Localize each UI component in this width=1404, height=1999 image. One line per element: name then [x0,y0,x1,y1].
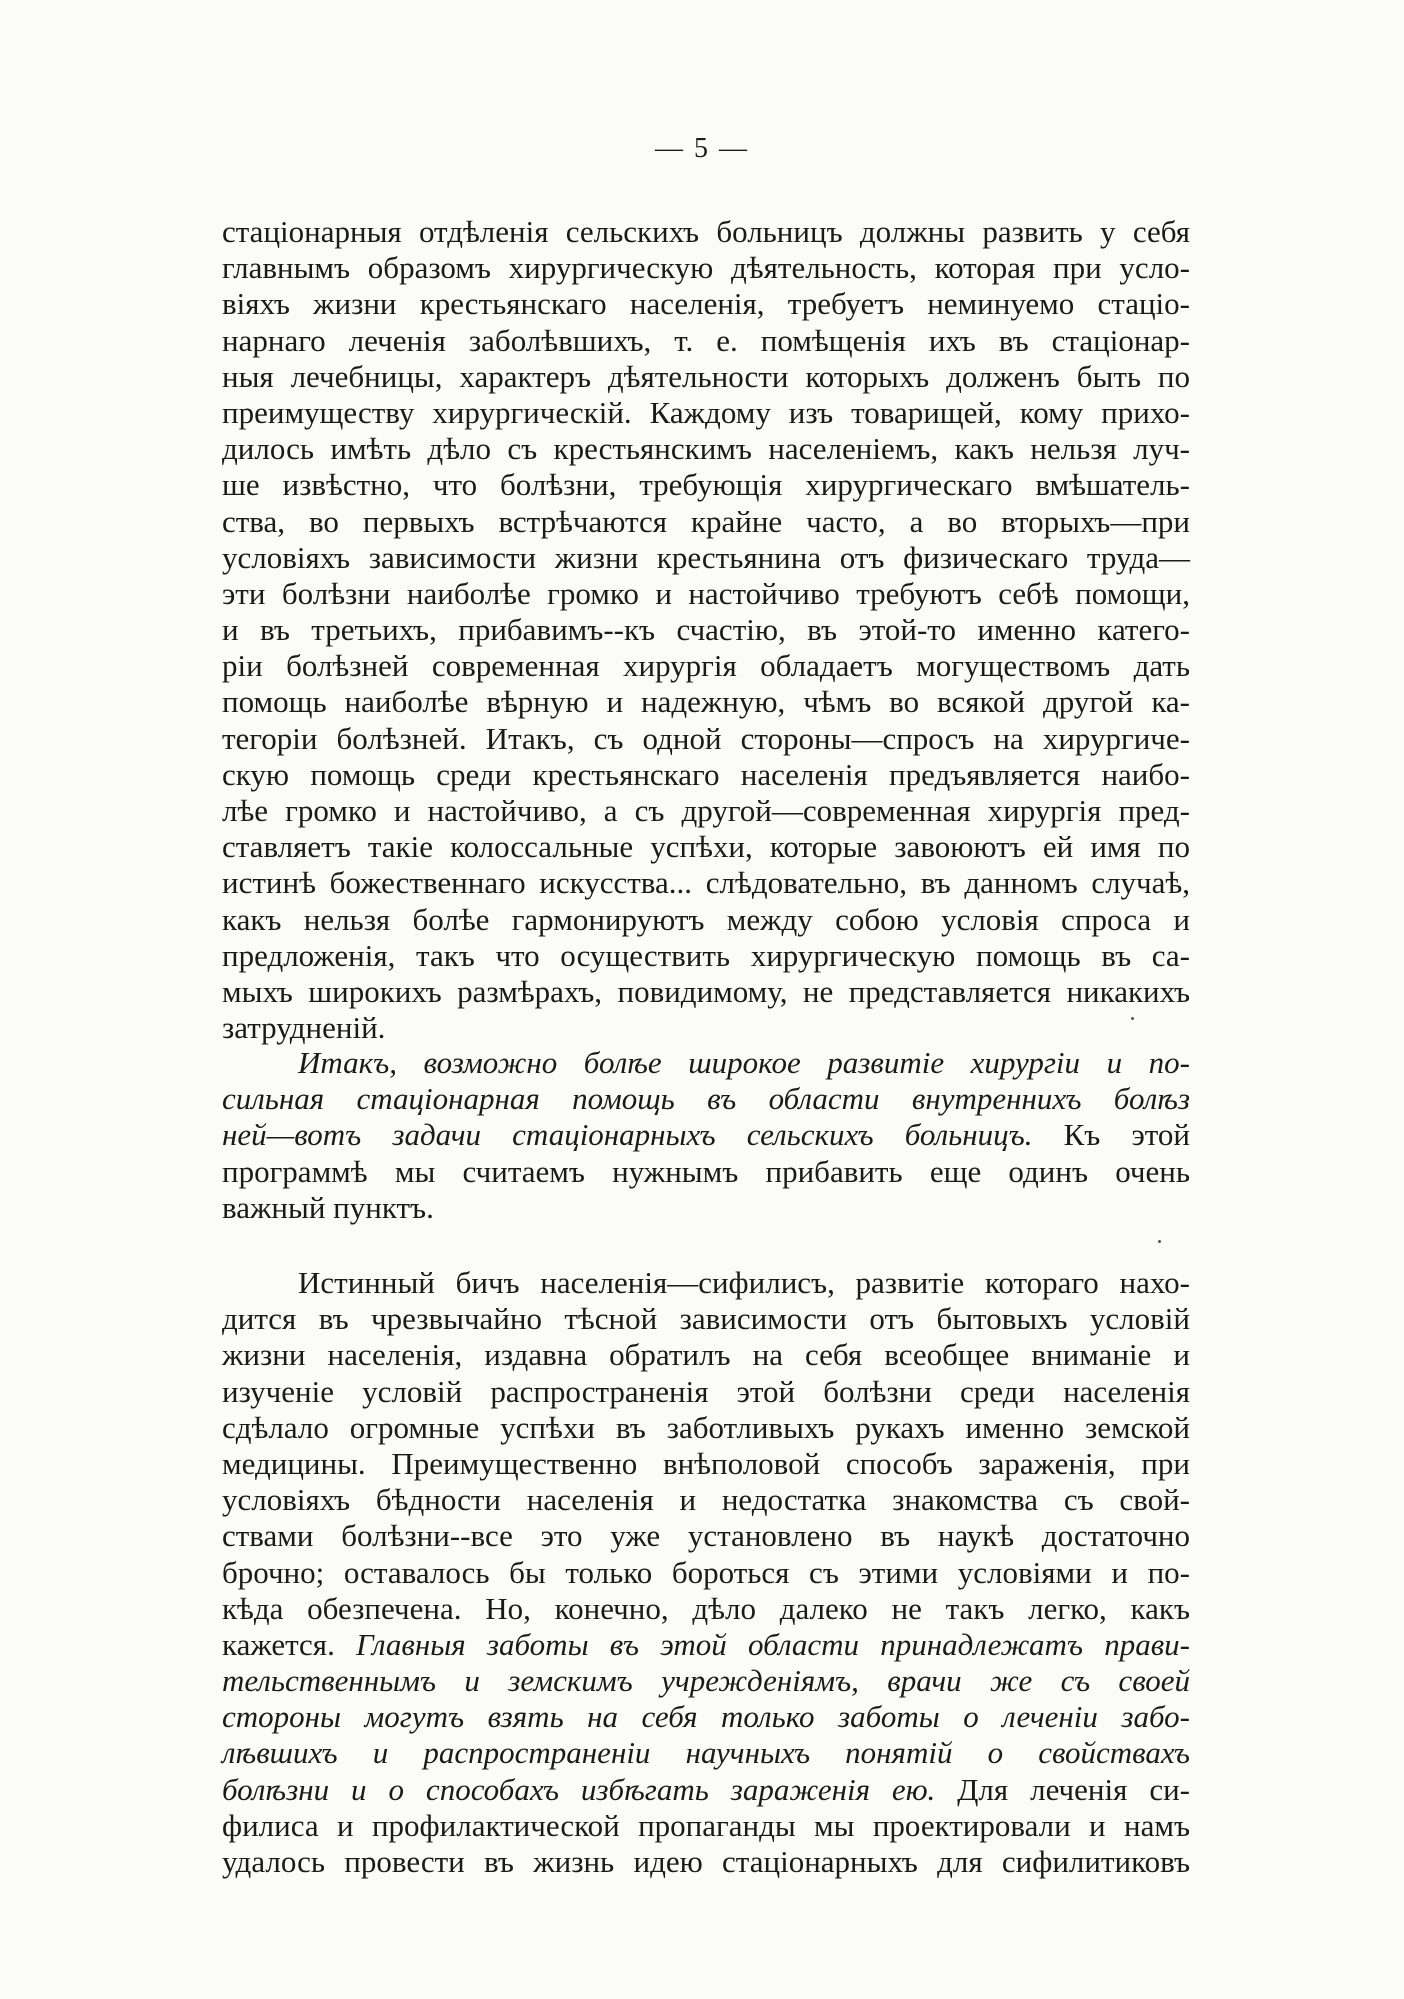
text-line [222,1482,1190,1518]
roman-text: программѣ мы считаемъ нужнымъ прибавить еще одинъ очень [222,1153,1190,1189]
roman-text: жизни населенія, издавна обратилъ на себя всеобщее вниманіе и [222,1337,1190,1373]
text-line [222,1663,1190,1699]
text-line: віяхъ жизни крестьянскаго населенія, требуетъ неминуемо стаціо- [222,286,1190,322]
text-line: предложенія, такъ что осуществить хирургическую помощь въ са- [222,937,1190,973]
text-line [222,1410,1190,1446]
paragraph-1 [222,214,1190,1046]
text-line: ріи болѣзней современная хирургія обладаетъ могуществомъ дать [222,648,1190,684]
text-line: затрудненій. [222,1010,386,1046]
italic-text: стороны могутъ взять на себя только заботы о леченіи забо- [222,1699,1190,1735]
text-line [222,1190,1190,1226]
roman-text: условіяхъ бѣдности населенія и недостатка знакомства съ свой- [222,1482,1190,1518]
text-line: истинѣ божественнаго искусства... слѣдовательно, въ данномъ случаѣ, [222,865,1190,901]
italic-text: сильная стаціонарная помощь въ области внутреннихъ болѣз [222,1081,1190,1117]
page-number: — 5 — [655,133,749,164]
italic-text: ней—вотъ задачи стаціонарныхъ сельскихъ больницъ. [222,1117,1033,1153]
italic-text: Главныя заботы въ этой области принадлежатъ прави- [356,1626,1190,1662]
roman-text: удалось провести въ жизнь идею стаціонарныхъ для сифилитиковъ [222,1844,1190,1879]
roman-text: филиса и профилактической пропаганды мы проектировали и намъ [222,1807,1190,1843]
text-line [222,1154,1190,1190]
ink-speck [1131,1017,1134,1020]
text-line: ныя лечебницы, характеръ дѣятельности которыхъ долженъ быть по [222,358,1190,394]
italic-text: Итакъ, возможно болѣе широкое развитіе хирургіи и по- [298,1045,1190,1080]
text-line: какъ нельзя болѣе гармонируютъ между собою условія спроса и [222,901,1190,937]
roman-text: важный пунктъ. [222,1189,434,1225]
text-line [222,1772,1190,1808]
text-line [222,1337,1190,1373]
text-line [222,1808,1190,1844]
text-line: ставляетъ такіе колоссальные успѣхи, которые завоюютъ ей имя по [222,829,1190,865]
text-line: лѣе громко и настойчиво, а съ другой—современная хирургія пред- [222,793,1190,828]
text-line: мыхъ широкихъ размѣрахъ, повидимому, не представляется никакихъ [222,973,1190,1009]
text-line [222,1591,1190,1627]
roman-text: сдѣлало огромные успѣхи въ заботливыхъ рукахъ именно земской [222,1409,1190,1445]
text-line [222,1045,1190,1081]
text-line [222,1446,1190,1482]
paragraph-3 [222,1265,1190,1880]
text-line [222,1844,1190,1880]
text-line: условіяхъ зависимости жизни крестьянина отъ физическаго труда— [222,539,1190,575]
roman-text: дится въ чрезвычайно тѣсной зависимости отъ бытовыхъ условій [222,1301,1190,1337]
ink-speck [1158,1240,1161,1243]
text-line: помощь наиболѣе вѣрную и надежную, чѣмъ во всякой другой ка- [222,684,1190,720]
text-line: главнымъ образомъ хирургическую дѣятельность, которая при усло- [222,250,1190,286]
text-line [222,1518,1190,1554]
text-line [222,1265,1190,1301]
text-line [222,1117,1190,1153]
text-line: скую помощь среди крестьянскаго населенія предъявляется наибо- [222,756,1190,792]
text-line: преимуществу хирургическій. Каждому изъ товарищей, кому прихо- [222,394,1190,430]
text-line: стаціонарныя отдѣленія сельскихъ больницъ должны развить у себя [222,214,1190,249]
text-line [222,1301,1190,1337]
roman-text: кѣда обезпечена. Но, конечно, дѣло далеко не такъ легко, какъ [222,1590,1190,1626]
roman-text: Для леченія си- [935,1771,1190,1807]
text-line: нарнаго леченія заболѣвшихъ, т. е. помѣщенія ихъ въ стаціонар- [222,322,1190,358]
text-line [222,1735,1190,1771]
italic-text: лѣвшихъ и распространеніи научныхъ понятій о свойствахъ [222,1735,1190,1771]
text-line: тегоріи болѣзней. Итакъ, съ одной стороны—спросъ на хирургиче- [222,720,1190,756]
text-line [222,1627,1190,1663]
roman-text: ствами болѣзни--все это уже установлено въ наукѣ достаточно [222,1518,1190,1554]
text-line: ства, во первыхъ встрѣчаются крайне часто, а во вторыхъ—при [222,503,1190,539]
text-line [222,1374,1190,1410]
text-line: и въ третьихъ, прибавимъ--къ счастію, въ этой-то именно катего- [222,612,1190,648]
roman-text: Къ этой [1032,1117,1190,1153]
italic-text: болѣзни и о способахъ избѣгать зараженія ею. [222,1771,936,1807]
text-line: эти болѣзни наиболѣе громко и настойчиво требуютъ себѣ помощи, [222,575,1190,611]
italic-text: тельственнымъ и земскимъ учрежденіямъ, врачи же съ своей [222,1663,1190,1699]
paragraph-2 [222,1045,1190,1226]
text-line [222,1081,1190,1117]
roman-text: Истинный бичъ населенія—сифилисъ, развитіе котораго нахо- [298,1265,1190,1300]
text-line [222,1699,1190,1735]
text-line: ше извѣстно, что болѣзни, требующія хирургическаго вмѣшатель- [222,467,1190,503]
roman-text: медицины. Преимущественно внѣполовой способъ зараженія, при [222,1445,1190,1481]
roman-text: изученіе условій распространенія этой болѣзни среди населенія [222,1373,1190,1409]
roman-text: брочно; оставалось бы только бороться съ этими условіями и по- [222,1554,1190,1590]
roman-text: кажется. [222,1626,357,1662]
text-line: дилось имѣть дѣло съ крестьянскимъ населеніемъ, какъ нельзя луч- [222,431,1190,467]
text-line [222,1555,1190,1591]
